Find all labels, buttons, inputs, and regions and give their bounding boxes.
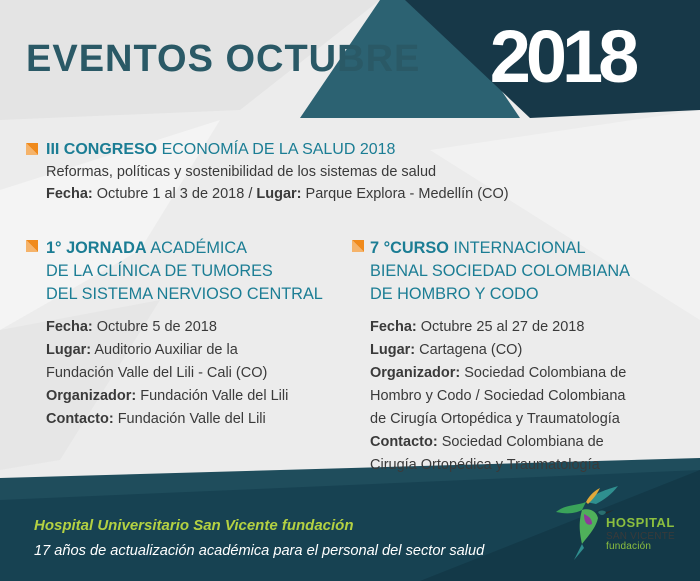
- event-details: [370, 316, 670, 477]
- event-title-line-2: DE LA CLÍNICA DE TUMORES: [46, 262, 273, 280]
- lugar-label: Lugar:: [46, 342, 92, 358]
- organizador-value: Fundación Valle del Lili: [140, 388, 289, 404]
- logo-subtitle: SAN VICENTE: [606, 531, 675, 542]
- event-title-bold: 1° JORNADA: [46, 239, 147, 257]
- organizador-row: [370, 362, 670, 385]
- lugar-row: [370, 339, 670, 362]
- event-title-line-1: [46, 237, 346, 260]
- organizador-row: [46, 385, 346, 408]
- fecha-row: [370, 316, 670, 339]
- event-title: [46, 237, 346, 306]
- event-title-line-1: [370, 237, 670, 260]
- fecha-row: [46, 316, 346, 339]
- fecha-value: Octubre 5 de 2018: [96, 319, 217, 335]
- event-marker-icon: [352, 240, 364, 252]
- lugar-value: Parque Explora - Medellín (CO): [305, 186, 509, 202]
- organizador-label: Organizador:: [370, 365, 461, 381]
- event-title: [370, 237, 670, 306]
- contacto-value: Sociedad Colombiana de: [441, 434, 604, 450]
- organizador-value: Sociedad Colombiana de: [464, 365, 627, 381]
- logo-title: HOSPITAL: [606, 515, 675, 530]
- fecha-value: Octubre 1 al 3 de 2018 /: [96, 186, 253, 202]
- lugar-row: [46, 339, 346, 362]
- event-title: [46, 139, 606, 161]
- logo-subtitle-2: fundación: [606, 541, 652, 552]
- lugar-value: Auditorio Auxiliar de la: [94, 342, 238, 358]
- organizador-row-cont: Hombro y Codo / Sociedad Colombiana: [370, 388, 626, 404]
- footer-institution: Hospital Universitario San Vicente fundación: [34, 517, 354, 534]
- event-title-rest: INTERNACIONAL: [453, 239, 586, 257]
- organizador-row-cont: de Cirugía Ortopédica y Traumatología: [370, 411, 620, 427]
- event-title-rest: ACADÉMICA: [150, 239, 248, 257]
- fecha-label: Fecha:: [46, 186, 93, 202]
- event-marker-icon: [26, 240, 38, 252]
- event-curso: [370, 237, 670, 477]
- fecha-label: Fecha:: [46, 319, 93, 335]
- event-title-bold: III CONGRESO: [46, 141, 158, 158]
- contacto-row: [46, 408, 346, 431]
- event-date-place: [46, 183, 606, 205]
- contacto-label: Contacto:: [46, 411, 114, 427]
- event-title-line-2: BIENAL SOCIEDAD COLOMBIANA: [370, 262, 630, 280]
- year-badge: 2018: [489, 15, 635, 98]
- fecha-value: Octubre 25 al 27 de 2018: [420, 319, 585, 335]
- lugar-label: Lugar:: [256, 186, 302, 202]
- lugar-row-cont: Fundación Valle del Lili - Cali (CO): [46, 365, 268, 381]
- event-title-rest: ECONOMÍA DE LA SALUD 2018: [161, 141, 396, 158]
- event-title-line-3: DEL SISTEMA NERVIOSO CENTRAL: [46, 285, 323, 303]
- event-subtitle: Reformas, políticas y sostenibilidad de los sistemas de salud: [46, 164, 437, 180]
- contacto-row: [370, 431, 670, 454]
- event-congreso: [46, 139, 606, 205]
- event-title-bold: 7 °CURSO: [370, 239, 449, 257]
- fecha-label: Fecha:: [370, 319, 417, 335]
- lugar-label: Lugar:: [370, 342, 416, 358]
- lugar-value: Cartagena (CO): [419, 342, 523, 358]
- event-details: [46, 316, 346, 431]
- contacto-row-cont: Cirugía Ortopédica y Traumatología: [370, 457, 600, 473]
- organizador-label: Organizador:: [46, 388, 137, 404]
- page-title: EVENTOS OCTUBRE: [26, 38, 421, 80]
- event-title-line-3: DE HOMBRO Y CODO: [370, 285, 539, 303]
- contacto-value: Fundación Valle del Lili: [117, 411, 266, 427]
- event-jornada: [46, 237, 346, 431]
- contacto-label: Contacto:: [370, 434, 438, 450]
- event-marker-icon: [26, 143, 38, 155]
- footer-tagline: 17 años de actualización académica para el personal del sector salud: [34, 543, 485, 559]
